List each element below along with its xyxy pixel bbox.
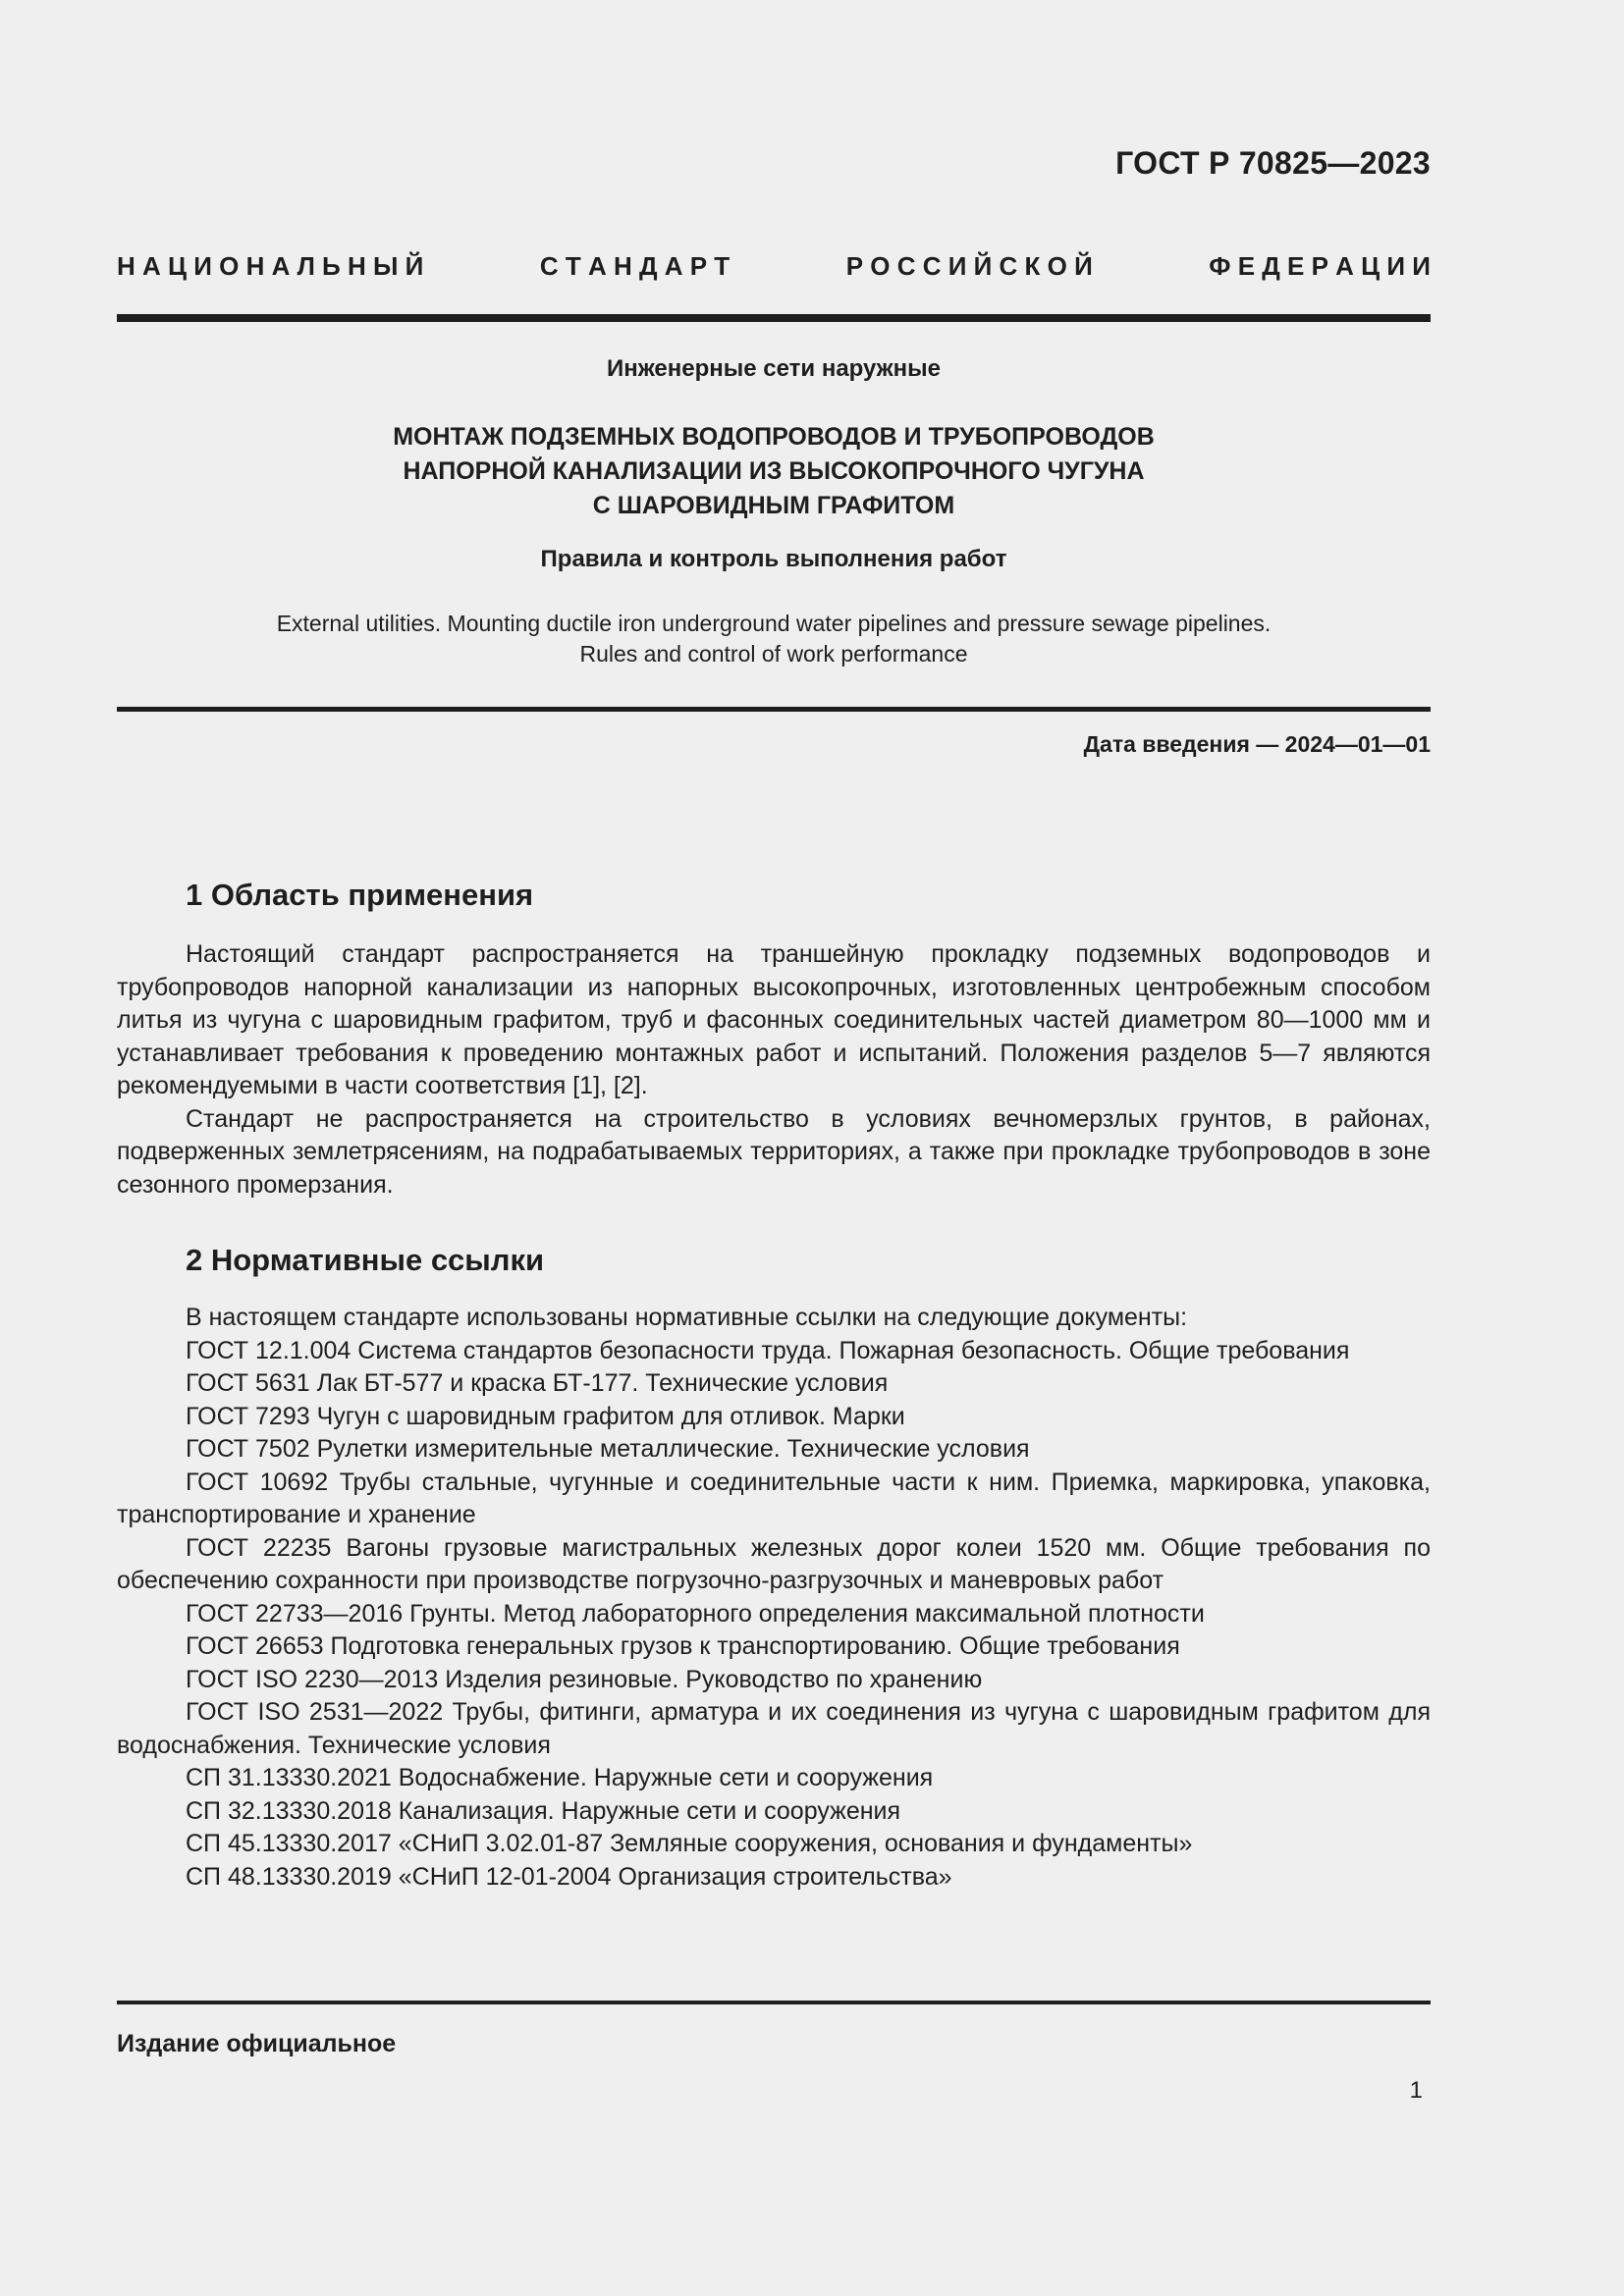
- paragraph: Стандарт не распространяется на строительство в условиях вечномерзлых грунтов, в районах, подверженных землетрясениям, на подрабатываемых территориях, а также при прокладке трубопроводов в зоне сезонного промерзания.: [117, 1104, 1431, 1199]
- document-page: [117, 0, 1431, 2296]
- english-title-line: Rules and control of work performance: [579, 641, 968, 667]
- main-title-line: МОНТАЖ ПОДЗЕМНЫХ ВОДОПРОВОДОВ И ТРУБОПРОВОДОВ: [393, 423, 1155, 451]
- reference-item: СП 32.13330.2018 Канализация. Наружные сети и сооружения: [186, 1796, 901, 1825]
- reference-item: ГОСТ 12.1.004 Система стандартов безопасности труда. Пожарная безопасность. Общие требования: [186, 1336, 1350, 1364]
- banner-word: Ф Е Д Е Р А Ц И И: [1209, 251, 1431, 281]
- reference-item: ГОСТ 22733—2016 Грунты. Метод лабораторного определения максимальной плотности: [186, 1599, 1205, 1628]
- reference-item: В настоящем стандарте использованы нормативные ссылки на следующие документы:: [186, 1304, 1188, 1331]
- reference-item: СП 48.13330.2019 «СНиП 12-01-2004 Организация строительства»: [186, 1862, 952, 1891]
- title-divider: [117, 707, 1431, 712]
- reference-item: ГОСТ 7502 Рулетки измерительные металлические. Технические условия: [186, 1435, 1030, 1463]
- reference-item: ГОСТ 7293 Чугун с шаровидным графитом для отливок. Марки: [186, 1402, 905, 1430]
- reference-item: СП 31.13330.2021 Водоснабжение. Наружные сети и сооружения: [186, 1764, 934, 1791]
- banner-word: Р О С С И Й С К О Й: [845, 251, 1093, 281]
- banner-word: С Т А Н Д А Р Т: [539, 251, 731, 281]
- document-main-title: [117, 420, 1431, 523]
- reference-item: ГОСТ 10692 Трубы стальные, чугунные и соединительные части к ним. Приемка, маркировка, упаковка, транспортирование и хранение: [117, 1468, 1431, 1528]
- main-title-line: НАПОРНОЙ КАНАЛИЗАЦИИ ИЗ ВЫСОКОПРОЧНОГО ЧУГУНА: [403, 457, 1145, 485]
- english-title: [117, 609, 1431, 669]
- standard-code: ГОСТ Р 70825—2023: [1115, 145, 1431, 181]
- reference-item: ГОСТ 22235 Вагоны грузовые магистральных железных дорог колеи 1520 мм. Общие требования по обеспечению сохранности при производстве погрузочно-разгрузочных и маневровых работ: [117, 1533, 1431, 1594]
- banner-word: Н А Ц И О Н А Л Ь Н Ы Й: [117, 251, 424, 281]
- official-edition-label: Издание официальное: [117, 2030, 397, 2057]
- document-kind: Правила и контроль выполнения работ: [540, 546, 1007, 572]
- section-2-heading: 2 Нормативные ссылки: [186, 1243, 545, 1277]
- introduction-date: Дата введения — 2024—01—01: [1083, 731, 1431, 757]
- paragraph: Настоящий стандарт распространяется на траншейную прокладку подземных водопроводов и трубопроводов напорной канализации из напорных высокопрочных, изготовленных центробежным способом литья из чугуна с шаровидным графитом, труб и фасонных соединительных частей диаметром 80—1000 мм и устанавливает требования к проведению монтажных работ и испытаний. Положения разделов 5—7 являются рекомендуемыми в части соответствия [1], [2].: [117, 940, 1431, 1099]
- main-title-line: С ШАРОВИДНЫМ ГРАФИТОМ: [592, 492, 955, 519]
- reference-item: ГОСТ 26653 Подготовка генеральных грузов к транспортированию. Общие требования: [186, 1632, 1180, 1660]
- document-subtitle: Инженерные сети наружные: [606, 355, 942, 382]
- reference-item: ГОСТ ISO 2230—2013 Изделия резиновые. Руководство по хранению: [186, 1665, 983, 1693]
- reference-item: ГОСТ 5631 Лак БТ-577 и краска БТ-177. Технические условия: [186, 1369, 889, 1397]
- page-number: 1: [1409, 2077, 1423, 2104]
- reference-item: ГОСТ ISO 2531—2022 Трубы, фитинги, арматура и их соединения из чугуна с шаровидным графитом для водоснабжения. Технические условия: [117, 1698, 1431, 1759]
- footer-divider: [117, 2001, 1431, 2004]
- reference-item: СП 45.13330.2017 «СНиП 3.02.01-87 Земляные сооружения, основания и фундаменты»: [186, 1830, 1193, 1857]
- section-2-body: [117, 1302, 1431, 1894]
- english-title-line: External utilities. Mounting ductile iron underground water pipelines and pressure sewage pipelines.: [276, 611, 1272, 636]
- top-divider: [117, 314, 1431, 322]
- section-1-body: [117, 938, 1431, 1201]
- section-1-heading: 1 Область применения: [186, 878, 534, 912]
- national-standard-banner: [117, 251, 1431, 282]
